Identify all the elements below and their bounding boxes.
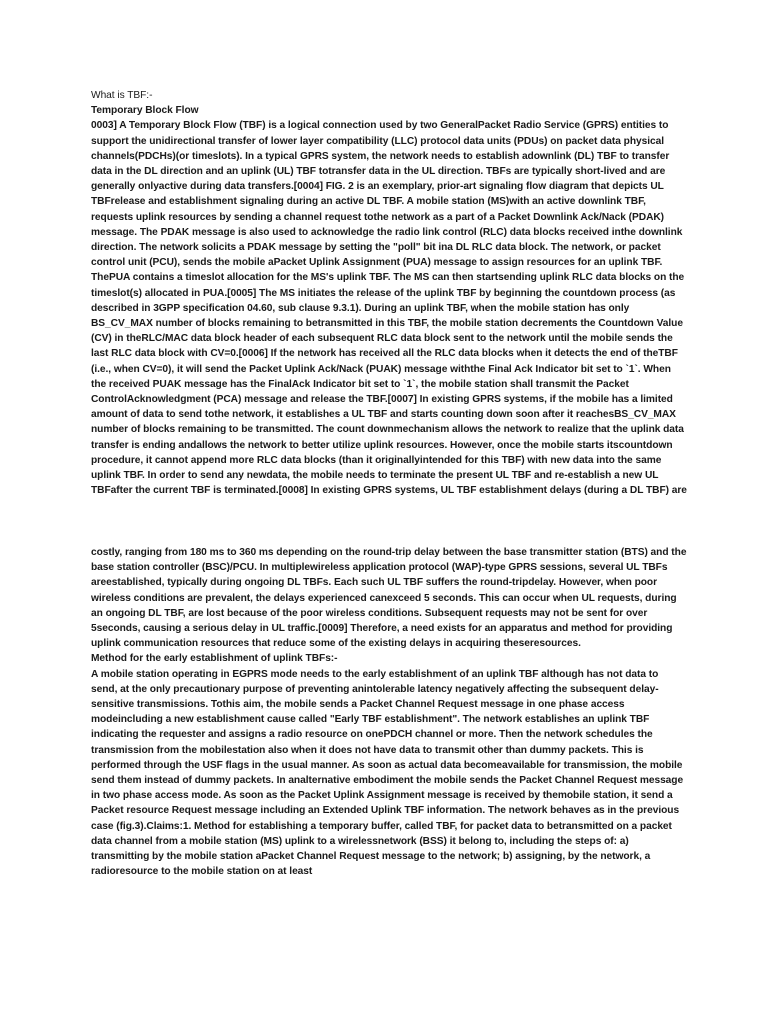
document-section-two (91, 545, 687, 879)
question-heading: What is TBF:- (91, 90, 153, 101)
body-paragraph-continued: costly, ranging from 180 ms to 360 ms depending on the round-trip delay between the base transmitter station (BTS) and the base station controller (BSC)/PCU. In multiplewireless application protocol (WAP)-type GPRS sessions, several UL TBFs areestablished, typically during ongoing DL TBFs. Each such UL TBF suffers the round-tripdelay. However, when poor wireless conditions are prevalent, the delays experienced canexceed 5 seconds. This can occur when UL requests, during an ongoing DL TBF, are lost because of the poor wireless conditions. Subsequent requests may not be sent for over 5seconds, causing a serious delay in UL traffic.[0009] Therefore, a need exists for an apparatus and method for providing uplink communication resources that reduce some of the existing delays in acquiring theseresources. (91, 547, 687, 650)
method-heading: Method for the early establishment of uplink TBFs:- (91, 653, 338, 665)
section-title: Temporary Block Flow (91, 105, 199, 117)
document-section-one (91, 88, 687, 498)
method-paragraph: A mobile station operating in EGPRS mode needs to the early establishment of an uplink TBF although has not data to send, at the only precautionary purpose of preventing anintolerable latency negatively affecting the subsequent delay-sensitive transmissions. Tothis aim, the mobile sends a Packet Channel Request message in one phase access modeincluding a new establishment cause called "Early TBF establishment". The network establishes an uplink TBF indicating the requester and assigns a radio resource on onePDCH channel or more. Then the network schedules the transmission from the mobilestation also when it does not have data to transmit other than dummy packets. This is performed through the USF flags in the usual manner. As soon as actual data becomeavailable for transmission, the mobile send them instead of dummy packets. In analternative embodiment the mobile sends the Packet Channel Request message in two phase access mode. As soon as the Packet Uplink Assignment message is received by themobile station, it send a Packet resource Request message including an Extended Uplink TBF information. The network behaves as in the previous case (fig.3).Claims:1. Method for establishing a temporary buffer, called TBF, for packet data to betransmitted on a packet data channel from a mobile station (MS) uplink to a wirelessnetwork (BSS) it belong to, including the steps of: a) transmitting by the mobile station aPacket Channel Request message to the network; b) assigning, by the network, a radioresource to the mobile station on at least (91, 668, 684, 878)
body-paragraph: 0003] A Temporary Block Flow (TBF) is a logical connection used by two GeneralPacket Radio Service (GPRS) entities to support the unidirectional transfer of lower layer compatibility (LLC) protocol data units (PDUs) on packet data physical channels(PDCHs)(or timeslots). In a typical GPRS system, the network needs to establish adownlink (DL) TBF to transfer data in the DL direction and an uplink (UL) TBF totransfer data in the UL direction. TBFs are typically short-lived and are generally onlyactive during data transfers.[0004] FIG. 2 is an exemplary, prior-art signaling flow diagram that depicts UL TBFrelease and establishment signaling during an active DL TBF. A mobile station (MS)with an active downlink TBF, requests uplink resources by sending a channel request tothe network as a part of a Packet Downlink Ack/Nack (PDAK) message. The PDAK message is also used to acknowledge the radio link control (RLC) data blocks received inthe downlink direction. The network solicits a PDAK message by setting the "poll" bit ina DL RLC data block. The network, or packet control unit (PCU), sends the mobile aPacket Uplink Assignment (PUA) message to assign resources for an uplink TBF. ThePUA contains a timeslot allocation for the MS's uplink TBF. The MS can then startsending uplink RLC data blocks on the timeslot(s) allocated in PUA.[0005] The MS initiates the release of the uplink TBF by beginning the countdown process (as described in 3GPP specification 04.60, sub clause 9.3.1). During an uplink TBF, when the mobile station has only BS_CV_MAX number of blocks remaining to betransmitted in this TBF, the mobile station decrements the Countdown Value (CV) in theRLC/MAC data block header of each subsequent RLC data block sent to the network until the mobile sends the last RLC data block with CV=0.[0006] If the network has received all the RLC data blocks when it detects the end of theTBF (i.e., when CV=0), it will send the Packet Uplink Ack/Nack (PUAK) message withthe Final Ack Indicator bit set to `1`. When the received PUAK message has the FinalAck Indicator bit set to `1`, the mobile station shall transmit the Packet ControlAcknowledgment (PCA) message and release the TBF.[0007] In existing GPRS systems, if the mobile has a limited amount of data to send tothe network, it establishes a UL TBF and starts counting down soon after it reachesBS_CV_MAX number of blocks remaining to be transmitted. The count downmechanism allows the network to realize that the uplink data transfer is ending andallows the network to better utilize uplink resources. However, once the mobile starts itscountdown procedure, it cannot append more RLC data blocks (than it originallyintended for this TBF) with new data into the same uplink TBF. In order to send any newdata, the mobile needs to terminate the present UL TBF and re-establish a new UL TBFafter the current TBF is terminated.[0008] In existing GPRS systems, UL TBF establishment delays (during a DL TBF) are (91, 120, 687, 497)
